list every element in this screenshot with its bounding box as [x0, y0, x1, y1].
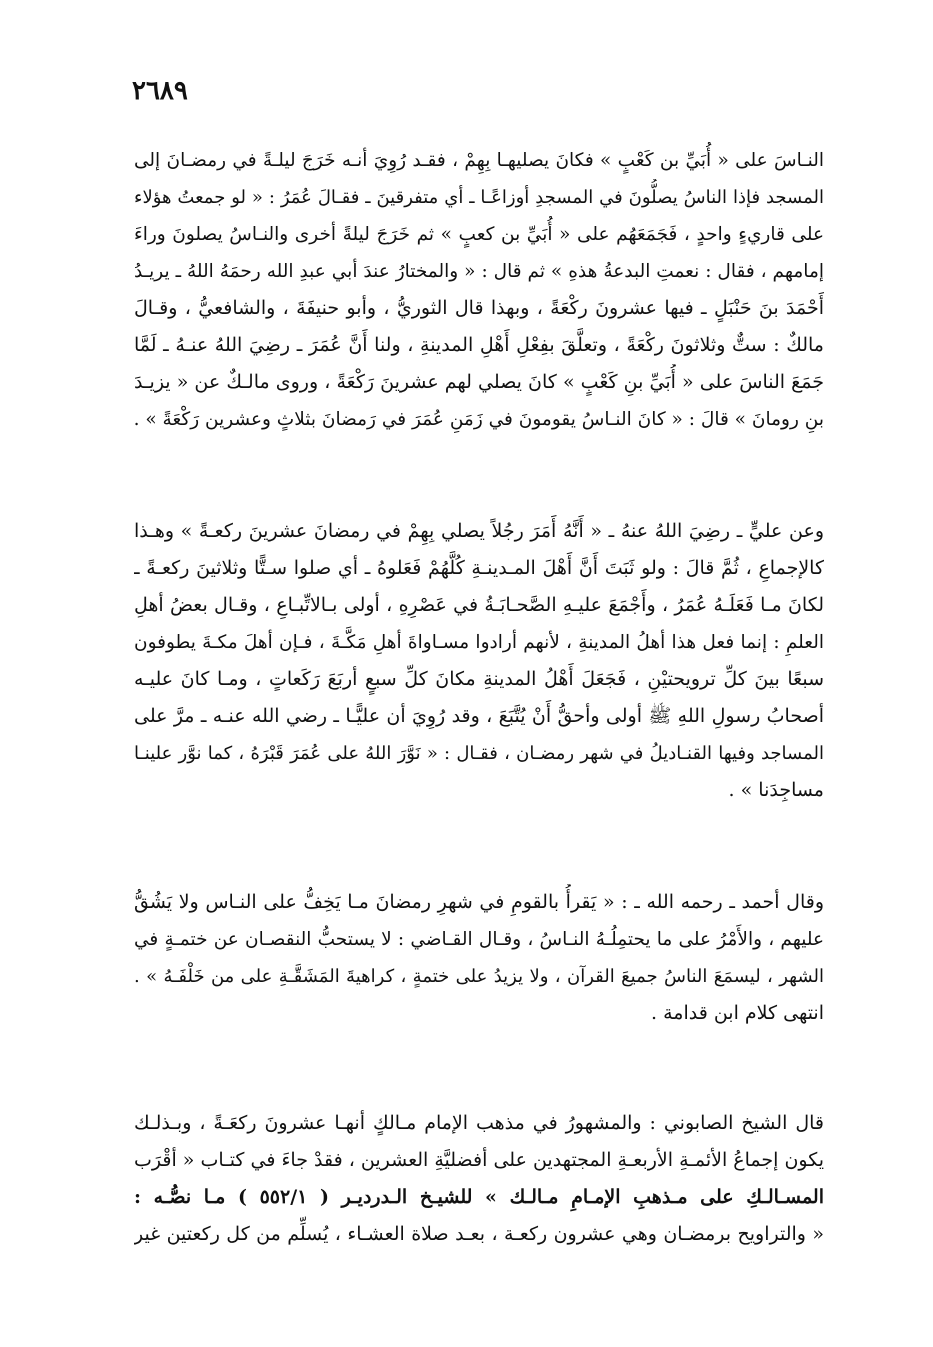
text-line: انتهى كلام ابن قدامة .: [651, 1002, 824, 1024]
paragraph-2: [134, 513, 824, 809]
text-line: أصحابُ رسولِ اللهِ ﷺ أولى وأحقُّ أَنْ يُتَّبَعَ ، وقد رُوِيَ أن عليًّـا ـ رضي الله عنـه ـ مرَّ على: [134, 705, 824, 727]
text-line: عليهم ، والأَمْرُ على ما يحتمِلُـهُ النـاسُ ، وقـال القـاضي : لا يستحبُّ النقصـان عن ختمـةٍ في: [134, 929, 824, 950]
text-line: المسجد فإذا الناسُ يصلُّونَ في المسجدِ أوزاعًـا ـ أي متفرقينَ ـ فقـالَ عُمَرُ : « لو جمعتُ هؤلاء: [134, 187, 824, 208]
text-line: العلمِ : إنما فعل هذا أهلُ المدينةِ ، لأنهم أرادوا مسـاواةَ أهلِ مَكَّـةَ ، فـإن أهلَ مكـةَ يطوفون: [134, 632, 824, 653]
paragraph-1: [134, 142, 824, 438]
text-line: قال الشيخ الصابوني : والمشهورُ في مذهب الإمام مـالكٍ أنهـا عشرونَ ركعَـةً ، وبـذلـك: [134, 1112, 824, 1134]
text-line: الشهر ، ليسمَعَ الناسُ جميعَ القرآن ، ولا يزيدُ على ختمةٍ ، كراهيةَ المَشَقَّـةِ على من خَلْفَـهُ » .: [134, 966, 824, 987]
text-line: وعن عليٍّ ـ رضِيَ اللهُ عنهُ ـ « أَنَّهُ أَمَرَ رجُلاً يصلي بِهِمْ في رمضانَ عشرينَ ركعـةً » وهـذا: [134, 520, 824, 542]
paragraph-4: [134, 1105, 824, 1253]
page-number: ٢٦٨٩: [132, 76, 188, 106]
text-line: المساجد وفيها القنـاديلُ في شهر رمضـان ، فقـال : « نَوَّرَ اللهُ على عُمَرَ قَبْرَهُ ، كما نوَّر علينـا: [134, 743, 824, 764]
text-line: جَمَعَ الناسَ على « أُبَيِّ بنِ كَعْبٍ » كانَ يصلي لهم عشرينَ رَكْعَةً ، وروى مالـكٌ عن « يزيـدَ: [134, 371, 824, 393]
text-line: أَحْمَدَ بنَ حَنْبَلٍ ـ فيها عشرونَ ركْعَةً ، وبهذا قال الثوريُّ ، وأبو حنيفَةَ ، والشافعيُّ ، وقـالَ: [134, 297, 824, 319]
text-line: بنِ رومانَ » قالَ : « كانَ النـاسُ يقومونَ في زَمَنِ عُمَرَ في رَمضانَ بثلاثٍ وعشرين رَكْعَةً » .: [134, 409, 824, 430]
text-line: مالكٌ : ستٌّ وثلاثونَ ركْعَةً ، وتعلَّقَ بفِعْلِ أَهْلِ المدينةِ ، ولنا أَنَّ عُمَرَ ـ رضِيَ اللهُ عنـهُ ـ لَمَّا: [134, 334, 824, 356]
text-line: المسـالـكِ على مـذهبِ الإمـامِ مـالـك » للشيـخ الـدرديـر ( ٥٥٢/١ ) مـا نصُّـه :: [134, 1186, 824, 1208]
text-line: سبعًا بينَ كلِّ ترويحتيْنِ ، فَجَعَلَ أَهْلُ المدينةِ مكانَ كلِّ سبعٍ أربَعَ رَكَعاتٍ ، ومـا كانَ عليـه: [134, 668, 824, 690]
text-line: مساجِدَنا » .: [728, 779, 824, 801]
text-line: على قاريءٍ واحدٍ ، فَجَمَعَهُم على « أُبَيِّ بن كعبٍ » ثم خَرَجَ ليلةً أخرى والنـاسُ يصلونَ وراءَ: [134, 224, 824, 245]
text-line: « والتراويح برمضـان وهي عشرون ركعـة ، بعـد صلاة العشـاء ، يُسلِّم من كل ركعتين غير: [134, 1223, 824, 1245]
paragraph-3: [134, 884, 824, 1032]
text-line: كالإجماعِ ، ثُمَّ قالَ : ولو ثَبَتَ أَنَّ أَهْلَ المـدينـةِ كُلَّهُمْ فَعَلوهُ ـ أي صلوا سـتًّا وثلاثينَ ركعـةً ـ: [134, 557, 824, 579]
text-line: وقال أحمد ـ رحمه الله ـ : « يَقرأُ بالقومِ في شهرِ رمضانَ مـا يَخِفُّ على النـاس ولا يَشُقُّ: [134, 891, 824, 913]
text-line: لكانَ مـا فَعَلَـهُ عُمَرُ ، وأَجْمَعَ عليـهِ الصَّحـابَـةُ في عَصْرِهِ ، أولى بـالاتِّبـاعِ ، وقـال بعضُ أهلِ: [134, 594, 824, 616]
text-line: إمامهم ، فقال : نعمتِ البدعةُ هذهِ » ثم قال : « والمختارُ عندَ أبي عبدِ الله رحمَهُ اللهُ ـ يريـدُ: [134, 261, 824, 282]
text-line: يكون إجماعُ الأئمـةِ الأربعـةِ المجتهدين على أفضليَّةِ العشرين ، فقدْ جاءَ في كتـاب « أقْرَب: [134, 1149, 824, 1171]
text-line: النـاسَ على « أُبَيِّ بن كَعْبٍ » فكانَ يصليهـا بِهِمْ ، فقـد رُوِيَ أنـه خَرَجَ ليلـةً في رمضـانَ إلى: [134, 150, 824, 171]
